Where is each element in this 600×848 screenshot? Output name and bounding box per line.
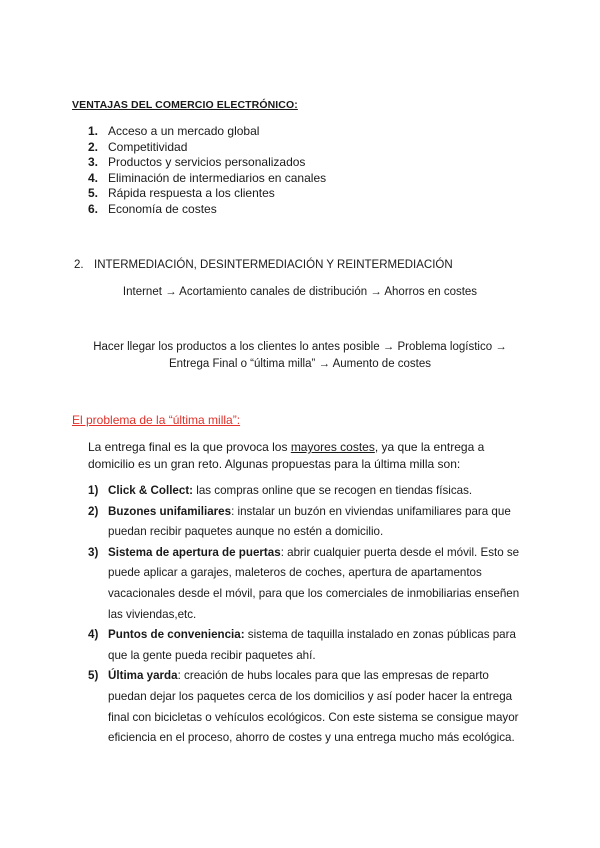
last-mile-heading: El problema de la “última milla”:	[72, 413, 241, 427]
item-title: Buzones unifamiliares	[108, 504, 232, 518]
section-2-heading	[74, 259, 453, 271]
list-item	[88, 155, 326, 171]
item-number: 6.	[88, 201, 99, 216]
item-number: 1)	[88, 484, 99, 497]
chain-logistics-line-2: Entrega Final o “última milla” → Aumento de costes	[168, 358, 432, 370]
item-text: Economía de costes	[108, 201, 217, 216]
item-number: 5)	[88, 669, 99, 683]
item-text: Productos y servicios personalizados	[108, 155, 306, 170]
last-mile-intro	[88, 439, 528, 472]
list-item	[88, 140, 326, 156]
item-number: 2)	[88, 504, 99, 518]
section-number: 2.	[74, 259, 84, 271]
list-item	[88, 543, 528, 625]
item-text: Rápida respuesta a los clientes	[108, 186, 275, 201]
item-title: Puntos de conveniencia:	[108, 628, 245, 642]
proposals-list	[88, 481, 528, 749]
item-text: : creación de hubs locales para que las empresas de reparto puedan dejar los paquetes cerca de los domicilios y así poder hacer la entrega final con bicicletas o vehículos ecológicos. Con este sistema se consigue mayor eficiencia en el proceso, ahorro de costes y una entrega mucho más ecológica.	[108, 669, 519, 745]
item-text: Eliminación de intermediarios en canales	[108, 170, 327, 185]
advantages-heading: VENTAJAS DEL COMERCIO ELECTRÓNICO:	[72, 99, 298, 111]
list-item	[88, 124, 326, 140]
item-title: Sistema de apertura de puertas	[108, 545, 281, 559]
item-text: : instalar un buzón en viviendas unifamiliares para que puedan recibir paquetes aunque no estén a domicilio.	[108, 504, 511, 539]
list-item	[88, 202, 326, 218]
item-text: Acceso a un mercado global	[108, 124, 260, 138]
list-item	[88, 481, 528, 502]
intro-text-end: , ya que la entrega a domicilio es un gran reto. Algunas propuestas para la última milla son:	[88, 440, 485, 471]
item-text: sistema de taquilla instalado en zonas públicas para que la gente pueda recibir paquetes ahí.	[108, 628, 516, 662]
item-text: : abrir cualquier puerta desde el móvil. Esto se puede aplicar a garajes, maleteros de coches, apertura de apartamentos vacacionales desde el móvil, para que los comerciales de inmobiliarias enseñen las viviendas,etc.	[108, 545, 520, 621]
advantages-list	[88, 124, 326, 218]
intro-text: La entrega final es la que provoca los	[88, 440, 291, 454]
item-number: 5.	[88, 186, 99, 201]
item-number: 2.	[88, 139, 99, 154]
item-number: 4.	[88, 170, 99, 185]
section-title: INTERMEDIACIÓN, DESINTERMEDIACIÓN Y REINTERMEDIACIÓN	[94, 259, 453, 271]
item-title: Click & Collect:	[108, 484, 194, 497]
list-item	[88, 625, 528, 666]
intro-emphasis: mayores costes	[290, 440, 375, 454]
list-item	[88, 666, 528, 748]
item-number: 3)	[88, 545, 99, 559]
list-item	[88, 171, 326, 187]
item-title: Última yarda	[108, 669, 178, 683]
item-text: Competitividad	[108, 139, 188, 154]
item-number: 1.	[88, 124, 99, 138]
chain-internet: Internet → Acortamiento canales de distribución → Ahorros en costes	[122, 286, 478, 298]
item-number: 3.	[88, 155, 99, 170]
item-number: 4)	[88, 628, 99, 642]
chain-logistics-line-1: Hacer llegar los productos a los clientes lo antes posible → Problema logístico →	[93, 341, 507, 353]
list-item	[88, 502, 528, 543]
item-text: las compras online que se recogen en tiendas físicas.	[193, 484, 473, 497]
list-item	[88, 186, 326, 202]
